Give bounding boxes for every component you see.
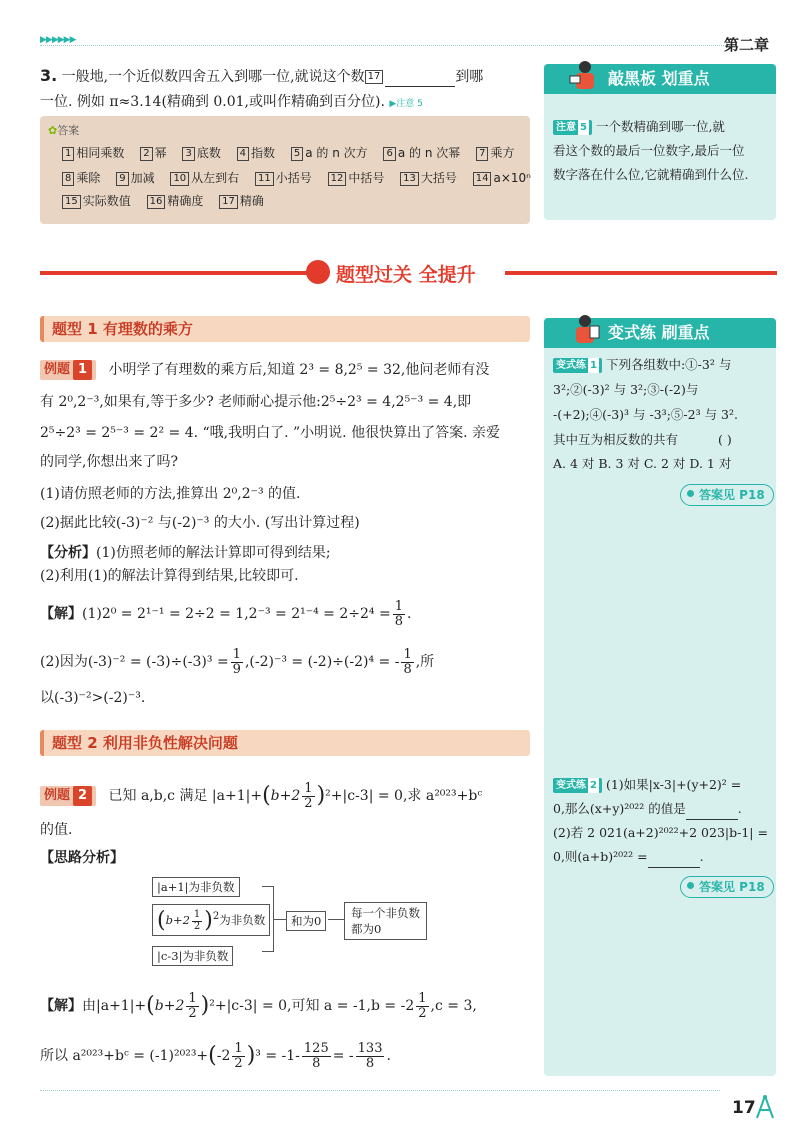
ex1-part1: (1)请仿照老师的方法,推算出 2⁰,2⁻³ 的值. [40,486,301,502]
flow-connector-1 [274,919,286,920]
ex2-solution-2: 所以 a²⁰²³+bᶜ = (-1)²⁰²³+(-2 $\frac{1}{2}$ )³ = -1- $\frac{125}{8}$ = - $\frac{133}{8}$ . [40,1040,391,1071]
ex2-line2: 的值. [40,822,73,838]
fraction: $\frac{1}{8}$ [394,598,403,629]
ex1-analysis-2: (2)利用(1)的解法计算得到结果,比较即可. [40,568,299,584]
ex2-line1: 例题 2 已知 a,b,c 满足 |a+1|+(b+2 $\frac{1}{2}$ )²+|c-3| = 0,求 a²⁰²³+bᶜ [40,780,535,812]
variant2-line4: 0,则(a+b)²⁰²² = . [553,846,771,868]
ex2-solution-1: 【解】由|a+1|+(b+2 $\frac{1}{2}$ )²+|c-3| = 0,可知 a = -1,b = -2 $\frac{1}{2}$ ,c = 3, [40,990,477,1021]
flow-box-abs-a: |a+1|为非负数 [152,877,240,897]
footer-rule [40,1090,720,1091]
type2-title: 题型 2 利用非负性解决问题 [40,730,530,756]
variant1-line3: -(+2);④(-3)³ 与 -3³;⑤-2³ 与 3². [553,407,738,422]
student-figure-icon [568,312,602,346]
variant1-options: A. 4 对 B. 3 对 C. 2 对 D. 1 对 [553,456,732,471]
variant2-line2: 0,那么(x+y)²⁰²² 的值是 . [553,798,771,820]
chapter-title: 第二章 [724,36,770,54]
banner-rule-left [40,271,310,275]
fraction: $\frac{1}{8}$ [403,646,412,677]
header-arrows: ▶▶▶▶▶▶ [40,35,76,45]
blackboard-line-1: 注意 5 一个数精确到哪一位,就 [553,116,771,138]
ex1-line3: 2⁵÷2³ = 2⁵⁻³ = 2² = 4. “哦,我明白了. ”小明说. 他很快算出了答案. 亲爱 [40,425,500,441]
ex1-line2: 有 2⁰,2⁻³,如果有,等于多少? 老师耐心提示他:2⁵÷2³ = 4,2⁵⁻³ = 4,即 [40,394,472,410]
teacher-figure-icon [568,58,602,92]
q3-line1: 3. 一般地,一个近似数四舍五入到哪一位,就说这个数 17 到哪 [40,66,484,85]
q3-line2: 一位. 例如 π≈3.14(精确到 0.01,或叫作精确到百分位). ▶注意 5 [40,94,423,110]
variant2-line1: 变式练 2 (1)如果|x-3|+(y+2)² = [553,774,771,796]
variant2-line3: (2)若 2 021(a+2)²⁰²²+2 023|b-1| = [553,825,768,840]
ex1-solution-3: 以(-3)⁻²>(-2)⁻³. [40,690,146,706]
flow-box-sum-zero: 和为0 [286,911,326,931]
blackboard-line-2: 看这个数的最后一位数字,最后一位 [553,143,745,158]
answer-row-1: 1 相同乘数 2 幂 3 底数 4 指数 5 a 的 n 次方 6 a 的 n 次幂 7 乘方 [62,142,514,164]
banner-rule-right [505,271,777,275]
flow-box-square-b: (b+2 $\frac{1}{2}$ )$^2$为非负数 [152,904,270,936]
variant-title: 变式练 刷重点 [544,318,776,348]
compass-icon [754,1094,776,1120]
ex2-think-label: 【思路分析】 [40,850,124,866]
variant1-line2: 3²;②(-3)² 与 3²;③-(-2)与 [553,382,699,397]
variant1-line1: 变式练 1 下列各组数中:①-3² 与 [553,354,771,376]
blackboard-line-3: 数字落在什么位,它就精确到什么位. [553,167,749,182]
ex1-solution-2: (2)因为(-3)⁻² = (-3)÷(-3)³ = $\frac{1}{9}$ ,(-2)⁻³ = (-2)÷(-2)⁴ = - $\frac{1}{8}$ ,所 [40,646,435,677]
type1-title: 题型 1 有理数的乘方 [40,316,530,342]
fraction: $\frac{1}{9}$ [232,646,241,677]
answer-row-2: 8 乘除 9 加减 10 从左到右 11 小括号 12 中括号 13 大括号 14 a×10ⁿ [62,167,531,189]
page-number: 17 [732,1098,756,1118]
flow-box-each-zero: 每一个非负数 都为0 [344,902,427,940]
ex1-analysis-1: 【分析】(1)仿照老师的解法计算即可得到结果; [40,545,331,561]
banner-title: 题型过关 全提升 [336,264,476,286]
ex1-line1: 例题 1 小明学了有理数的乘方后,知道 2³ = 8,2⁵ = 32,他问老师有没 [40,360,535,380]
flow-connector-2 [328,919,344,920]
key-icon: ✿ [48,124,58,137]
variant2-answer-ref[interactable]: 答案见 P18 [680,876,774,898]
ex1-line4: 的同学,你想出来了吗? [40,454,178,470]
answer-title: ✿答案 [48,124,80,137]
variant1-line4: 其中互为相反数的共有 ( ) [553,432,732,447]
variant1-answer-ref[interactable]: 答案见 P18 [680,484,774,506]
header-dotted-rule [40,38,730,46]
ex1-part2: (2)据此比较(-3)⁻² 与(-2)⁻³ 的大小. (写出计算过程) [40,515,360,531]
flow-box-abs-c: |c-3|为非负数 [152,946,233,966]
blackboard-title: 敲黑板 划重点 [544,64,776,94]
ex1-solution-1: 【解】(1)2⁰ = 2¹⁻¹ = 2÷2 = 1,2⁻³ = 2¹⁻⁴ = 2÷2⁴ = $\frac{1}{8}$ . [40,598,412,629]
fraction: $\frac{1}{2}$ [304,780,313,811]
answer-row-3: 15 实际数值 16 精确度 17 精确 [62,190,276,212]
banner-badge-icon [306,260,330,284]
